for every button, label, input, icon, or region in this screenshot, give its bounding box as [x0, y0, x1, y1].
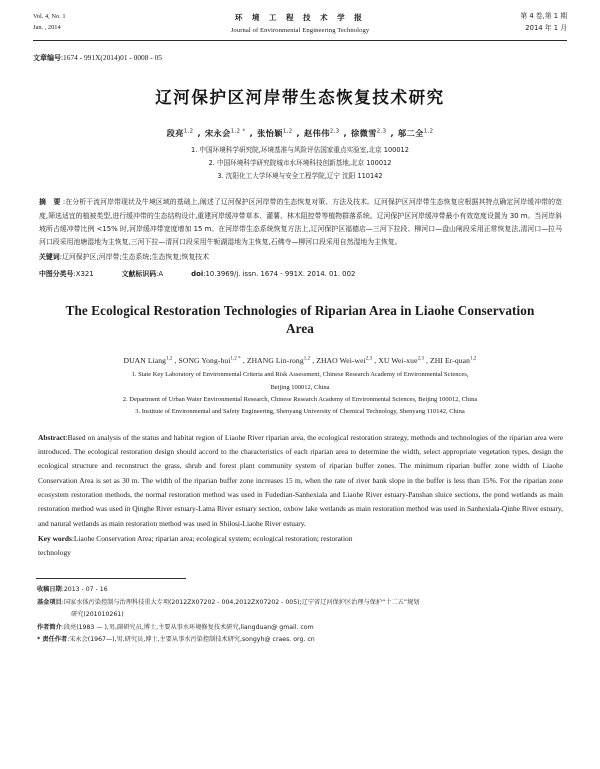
issue-date-cn: 2014 年 1 月 — [525, 23, 567, 32]
author-cn-name: 张怡颖 — [257, 127, 283, 138]
author-list-en: DUAN Liang$^{1,2}$ , SONG Yong-hui$^{1,2 *}$ , ZHANG Lin-rong$^{1,2}$ , ZHAO Wei-wei$^{2,3}$ , XU Wei-xue$^{2,3}$ , ZHI Er-quan$^{1,2}$ — [123, 356, 477, 366]
document-code-value: :A — [156, 270, 164, 279]
page-title-en: The Ecological Restoration Technologies of Riparian Area in Liaohe Conservation Area — [65, 302, 535, 337]
doi-label: doi — [191, 270, 204, 279]
keywords-cn-label: 关键词 — [39, 253, 60, 262]
author-cn-affil-marker: 1,2 * — [230, 128, 246, 135]
footnote-divider — [36, 578, 186, 579]
author-cn-name: 段亮 — [166, 127, 184, 138]
abstract-cn — [33, 196, 567, 249]
footnote-author-bio-value: :段亮(1983 — ),男,副研究员,博士,主要从事水环境修复技术研究,liangduan@ gmail. com — [61, 623, 314, 631]
author-list-cn — [33, 128, 567, 139]
keywords-en-tail: technology — [38, 548, 71, 558]
author-cn-name: 徐微雪 — [351, 127, 377, 138]
classification-line — [33, 268, 567, 281]
affiliation-cn-1: 1. 中国环境科学研究院,环境基准与风险评估国家重点实验室,北京 100012 — [191, 145, 409, 154]
footnote-fund-cont: 研究(201010261) — [71, 611, 124, 619]
doi-value: :10.3969/j. issn. 1674 - 991X. 2014. 01. 002 — [203, 270, 356, 279]
affiliation-cn-3: 3. 沈阳化工大学环境与安全工程学院,辽宁 沈阳 110142 — [217, 171, 383, 180]
author-cn-4 — [304, 128, 339, 138]
document-code — [122, 268, 164, 281]
affiliation-en-1b: Beijing 100012, China — [270, 383, 330, 391]
running-head-right — [447, 11, 567, 35]
document-code-label: 文献标识码 — [121, 270, 157, 279]
footnote-fund-value: :国家水体污染控制与治理科技重大专项(2012ZX07202 - 004,2012ZX07202 - 005);辽宁省辽河保护区治理与保护“十二五”规划 — [61, 598, 420, 606]
author-cn-1 — [167, 128, 194, 138]
author-cn-separator: , — [296, 127, 301, 138]
abstract-cn-label: 摘 要 — [39, 198, 63, 207]
author-cn-name: 赵伟伟 — [304, 127, 330, 138]
author-cn-separator: , — [390, 127, 394, 138]
author-cn-5 — [351, 128, 386, 138]
affiliation-list-cn — [33, 144, 567, 183]
author-cn-separator: , — [197, 127, 201, 138]
clc-number — [39, 268, 94, 281]
footnote-author-bio-label: 作者简介 — [37, 623, 62, 631]
keywords-cn — [33, 251, 567, 264]
footnote-fund — [37, 597, 567, 609]
affiliation-en-1a: 1. State Key Laboratory of Environmental Criteria and Risk Assessment, Chinese Research Academy of Environmental Sciences, — [131, 371, 469, 379]
running-head — [33, 0, 567, 37]
author-cn-name: 邬二全 — [397, 127, 424, 138]
author-cn-affil-marker: 2,3 — [376, 128, 387, 135]
author-cn-affil-marker: 1,2 — [282, 128, 293, 135]
clc-number-value: :X321 — [73, 270, 94, 279]
footnote-corresponding-value: :宋永会(1967—),男,研究员,博士,主要从事水污染控制技术研究,songyh@ craes. org. cn — [67, 636, 315, 644]
doi — [191, 268, 355, 281]
article-number-value: :1674 - 991X(2014)01 - 0008 - 05 — [61, 52, 162, 62]
page-title-cn: 辽河保护区河岸带生态恢复技术研究 — [155, 87, 445, 107]
running-head-center — [153, 11, 447, 37]
article-number-label: 文章编号 — [33, 53, 61, 62]
author-cn-2 — [205, 128, 246, 138]
header-divider — [33, 40, 567, 41]
journal-title-en: Journal of Environmental Engineering Technology — [230, 27, 370, 35]
affiliation-en-3: 3. Institute of Environmental and Safety Engineering, Shenyang University of Chemical Technology, Shenyang 110142, China — [135, 408, 465, 416]
abstract-en-label: Abstract — [38, 432, 66, 442]
clc-number-label: 中图分类号 — [39, 270, 74, 279]
abstract-en — [33, 431, 567, 531]
keywords-en — [33, 532, 567, 546]
keywords-en-label: Key words — [38, 533, 72, 543]
author-cn-affil-marker: 1,2 — [183, 128, 194, 135]
author-cn-affil-marker: 2,3 — [329, 128, 340, 135]
footnote-block — [33, 584, 567, 646]
volume-issue-cn: 第 4 卷,第 1 期 — [520, 12, 567, 20]
abstract-cn-body: :在分析干流河岸带现状及牛境区域的基础上,阐述了辽河保护区河岸带的生态恢复对策、方法及技术。辽河保护区河岸带生态恢复应根据其特点确定河岸缓冲带的宽度,筛选适宜的植被类型,进行缓冲带的生态结构设计,重建河岸缓冲带草本、灌薯、林木阻控带等植物群落系统。辽河保护区河岸缓冲带最小有效宽度设置为 30 m。当河岸斜坡所占缓冲带比例 <15% 时,河岸缓冲带宽度增加 15 m。在河岸带生态系统恢复方法上,辽河保护区福德店—三河下拉段、柳河口—盘山闸段采用正常恢复法,清河口—拉马河口段采用池塘湿地为主恢复,三河下拉—清河口段采用牛轭湖湿地为主恢复,石佛寺—柳河口段采用自然湿地为主恢复。 — [39, 198, 562, 247]
author-cn-3 — [257, 128, 292, 138]
author-cn-6 — [398, 128, 433, 138]
affiliation-en-2: 2. Department of Urban Water Environmental Research, Chinese Research Academy of Environmental Sciences, Beijing 100012, China — [122, 395, 478, 403]
author-cn-separator: , — [343, 127, 348, 138]
footnote-received-label: 收稿日期 — [37, 586, 62, 594]
author-cn-name: 宋永会 — [204, 127, 231, 138]
footnote-fund-label: 基金项目 — [37, 598, 62, 606]
footnote-received-value: :2013 - 07 - 16 — [61, 586, 108, 594]
running-head-left — [33, 11, 153, 33]
footnote-author-bio — [37, 622, 567, 634]
issue-date-en: Jan. , 2014 — [33, 24, 61, 32]
footnote-received — [37, 584, 567, 596]
keywords-cn-body: :辽河保护区;河岸带;生态系统;生态恢复;恢复技术 — [59, 253, 210, 262]
author-cn-separator: , — [249, 127, 254, 138]
footnote-corresponding-label: * 责任作者 — [37, 636, 68, 644]
footnote-corresponding — [37, 634, 567, 646]
keywords-en-body: :Liaohe Conservation Area; riparian area; ecological system; ecological restoration; restoration — [71, 533, 353, 543]
author-cn-affil-marker: 1,2 — [423, 128, 434, 135]
journal-title-cn: 环 境 工 程 技 术 学 报 — [234, 13, 366, 22]
article-number — [33, 53, 567, 63]
volume-issue-en: Vol. 4, No. 1 — [33, 13, 66, 20]
affiliation-cn-2: 2. 中国环境科学研究院城市水环境科技创新基地,北京 100012 — [208, 158, 392, 167]
affiliation-list-en — [33, 369, 567, 419]
abstract-en-body: :Based on analysis of the status and habitat region of Liaohe River riparian area, the ecological restoration strategy, methods and technologies of the riparian area were introduced. The ecological restoration design should accord to the characteristics of each riparian area to determine the width, select appropriate vegetation types, design the ecological structure and reconstruct the grass, shrub and forest plant community system of riparian buffer zones. The minimum riparian buffer zone width of Liaohe Conservation Area is set as 30 m. The width of the riparian buffer zone increases 15 m, when the rate of river bank slope in the buffer is less than 15%. For the riparian zone ecosystem restoration methods, the normal restoration method was used in Fudedian-Sanhexiala and Liaohe River estuary-Panshan sluice sections, the pond wetlands as main restoration method was used in Qinghe River estuary-Lama River estuary section, oxbow lake wetlands as main restoration method was used in Sanhexiala-Qinhe River estuary, and natural wetlands as main restoration method was used in Shilosi-Liaohe River estuary. — [38, 432, 563, 528]
